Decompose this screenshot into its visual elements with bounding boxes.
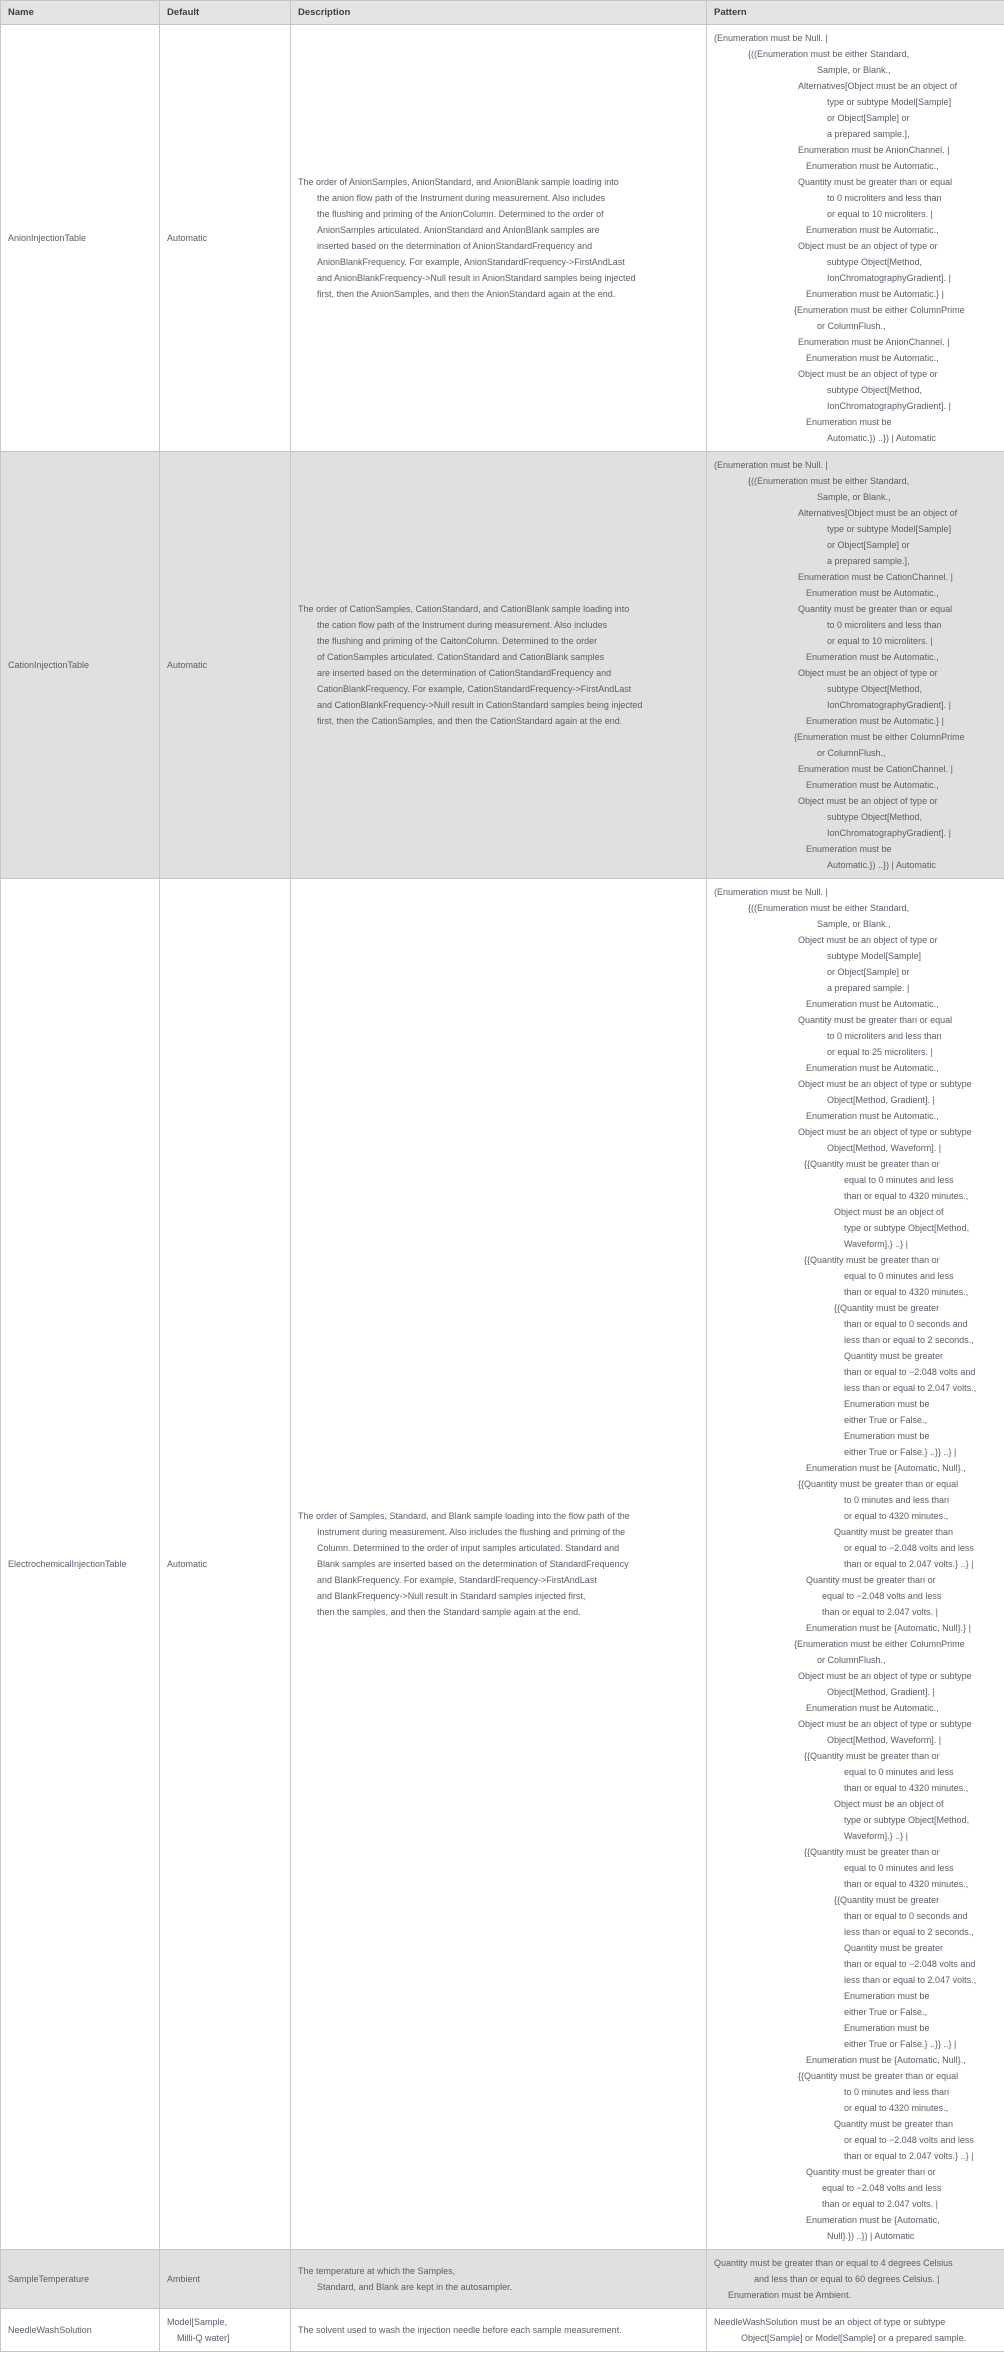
name-cell: CationInjectionTable <box>1 452 160 879</box>
pattern-cell: NeedleWashSolution must be an object of type or subtype Object[Sample] or Model[Sample] or a prepared sample. <box>707 2309 1004 2352</box>
name-cell: SampleTemperature <box>1 2250 160 2309</box>
name-cell: ElectrochemicalInjectionTable <box>1 879 160 2250</box>
table-row <box>1 25 1004 452</box>
default-cell: Automatic <box>160 25 291 452</box>
pattern-cell: (Enumeration must be Null. | {((Enumeration must be either Standard, Sample, or Blank., Alternatives[Object must be an object of type or subtype Model[Sample] or Object[Sample] or a prepared sample.], Enumeration must be CationChannel. | Enumeration must be Automatic., Quantity must be greater than or equal to 0 microliters and less than or equal to 10 microliters. | Enumeration must be Automatic., Object must be an object of type or subtype Object[Method, IonChromatographyGradient]. | Enumeration must be Automatic.} | {Enumeration must be either ColumnPrime or ColumnFlush., Enumeration must be CationChannel. | Enumeration must be Automatic., Object must be an object of type or subtype Object[Method, IonChromatographyGradient]. | Enumeration must be Automatic.}) ..}) | Automatic <box>707 452 1004 879</box>
column-header-description: Description <box>291 1 707 25</box>
name-cell: AnionInjectionTable <box>1 25 160 452</box>
name-cell: NeedleWashSolution <box>1 2309 160 2352</box>
table-header <box>1 1 1004 25</box>
default-cell: Model[Sample, Milli-Q water] <box>160 2309 291 2352</box>
table-row <box>1 2309 1004 2352</box>
description-cell: The order of Samples, Standard, and Blank sample loading into the flow path of the Instrument during measurement. Also includes the flushing and priming of the Column. Determined to the order of input samples articulated. Standard and Blank samples are inserted based on the determination of StandardFrequency and BlankFrequency. For example, StandardFrequency->FirstAndLast and BlankFrequency->Null result in Standard samples injected first, then the samples, and then the Standard sample again at the end. <box>291 879 707 2250</box>
table-row <box>1 452 1004 879</box>
column-header-default: Default <box>160 1 291 25</box>
default-cell: Ambient <box>160 2250 291 2309</box>
description-cell: The solvent used to wash the injection needle before each sample measurement. <box>291 2309 707 2352</box>
pattern-cell: (Enumeration must be Null. | {((Enumeration must be either Standard, Sample, or Blank., Alternatives[Object must be an object of type or subtype Model[Sample] or Object[Sample] or a prepared sample.], Enumeration must be AnionChannel. | Enumeration must be Automatic., Quantity must be greater than or equal to 0 microliters and less than or equal to 10 microliters. | Enumeration must be Automatic., Object must be an object of type or subtype Object[Method, IonChromatographyGradient]. | Enumeration must be Automatic.} | {Enumeration must be either ColumnPrime or ColumnFlush., Enumeration must be AnionChannel. | Enumeration must be Automatic., Object must be an object of type or subtype Object[Method, IonChromatographyGradient]. | Enumeration must be Automatic.}) ..}) | Automatic <box>707 25 1004 452</box>
description-cell: The order of AnionSamples, AnionStandard, and AnionBlank sample loading into the anion flow path of the Instrument during measurement. Also includes the flushing and priming of the AnionColumn. Determined to the order of AnionSamples articulated. AnionStandard and AnionBlank samples are inserted based on the determination of AnionStandardFrequency and AnionBlankFrequency. For example, AnionStandardFrequency->FirstAndLast and AnionBlankFrequency->Null result in AnionStandard samples being injected first, then the AnionSamples, and then the AnionStandard again at the end. <box>291 25 707 452</box>
default-cell: Automatic <box>160 452 291 879</box>
header-row <box>1 1 1004 25</box>
table-row <box>1 879 1004 2250</box>
column-header-name: Name <box>1 1 160 25</box>
pattern-cell: Quantity must be greater than or equal to 4 degrees Celsius and less than or equal to 60 degrees Celsius. | Enumeration must be Ambient. <box>707 2250 1004 2309</box>
description-cell: The temperature at which the Samples, Standard, and Blank are kept in the autosampler. <box>291 2250 707 2309</box>
table-body <box>1 25 1004 2352</box>
description-cell: The order of CationSamples, CationStandard, and CationBlank sample loading into the cation flow path of the Instrument during measurement. Also includes the flushing and priming of the CaitonColumn. Determined to the order of CationSamples articulated. CationStandard and CationBlank samples are inserted based on the determination of CationStandardFrequency and CationBlankFrequency. For example, CationStandardFrequency->FirstAndLast and CationBlankFrequency->Null result in CationStandard samples being injected first, then the CationSamples, and then the CationStandard again at the end. <box>291 452 707 879</box>
pattern-cell: (Enumeration must be Null. | {((Enumeration must be either Standard, Sample, or Blank., Object must be an object of type or subtype Model[Sample] or Object[Sample] or a prepared sample. | Enumeration must be Automatic., Quantity must be greater than or equal to 0 microliters and less than or equal to 25 microliters. | Enumeration must be Automatic., Object must be an object of type or subtype Object[Method, Gradient]. | Enumeration must be Automatic., Object must be an object of type or subtype Object[Method, Waveform]. | {{Quantity must be greater than or equal to 0 minutes and less than or equal to 4320 minutes., Object must be an object of type or subtype Object[Method, Waveform].} ..} | {{Quantity must be greater than or equal to 0 minutes and less than or equal to 4320 minutes., {{Quantity must be greater than or equal to 0 seconds and less than or equal to 2 seconds., Quantity must be greater than or equal to −2.048 volts and less than or equal to 2.047 volts., Enumeration must be either True or False., Enumeration must be either True or False.} ..}} ..} | Enumeration must be {Automatic, Null}., {{Quantity must be greater than or equal to 0 minutes and less than or equal to 4320 minutes., Quantity must be greater than or equal to −2.048 volts and less than or equal to 2.047 volts.} ..} | Quantity must be greater than or equal to −2.048 volts and less than or equal to 2.047 volts. | Enumeration must be {Automatic, Null}.} | {Enumeration must be either ColumnPrime or ColumnFlush., Object must be an object of type or subtype Object[Method, Gradient]. | Enumeration must be Automatic., Object must be an object of type or subtype Object[Method, Waveform]. | {{Quantity must be greater than or equal to 0 minutes and less than or equal to 4320 minutes., Object must be an object of type or subtype Object[Method, Waveform].} ..} | {{Quantity must be greater than or equal to 0 minutes and less than or equal to 4320 minutes., {{Quantity must be greater than or equal to 0 seconds and less than or equal to 2 seconds., Quantity must be greater than or equal to −2.048 volts and less than or equal to 2.047 volts., Enumeration must be either True or False., Enumeration must be either True or False.} ..}} ..} | Enumeration must be {Automatic, Null}., {{Quantity must be greater than or equal to 0 minutes and less than or equal to 4320 minutes., Quantity must be greater than or equal to −2.048 volts and less than or equal to 2.047 volts.} ..} | Quantity must be greater than or equal to −2.048 volts and less than or equal to 2.047 volts. | Enumeration must be {Automatic, Null}.}) ..}) | Automatic <box>707 879 1004 2250</box>
table-row <box>1 2250 1004 2309</box>
column-header-pattern: Pattern <box>707 1 1004 25</box>
default-cell: Automatic <box>160 879 291 2250</box>
